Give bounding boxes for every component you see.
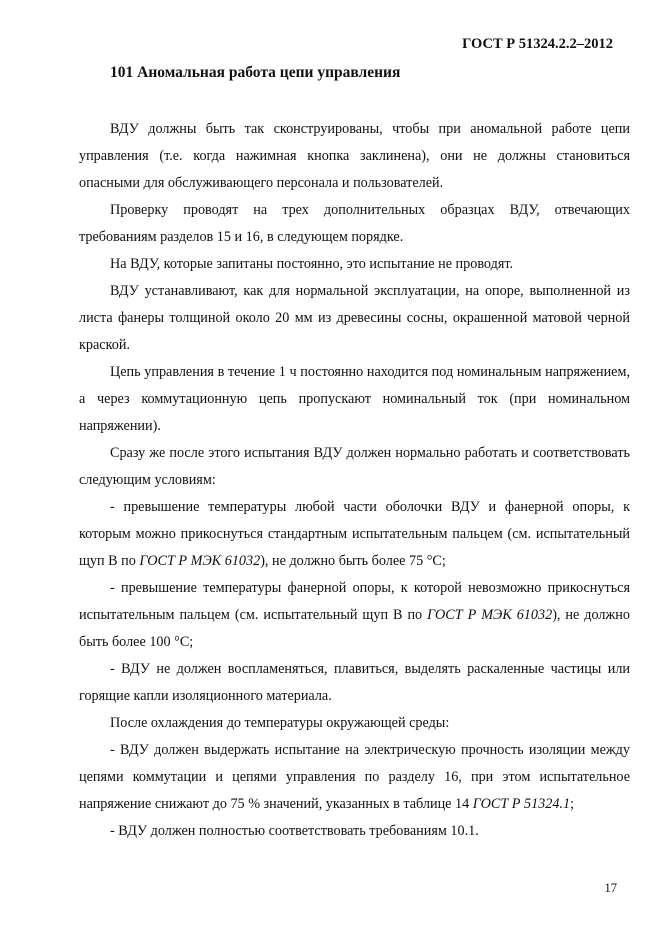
paragraph-7-text-after: ), не должно быть более 75 °С; [260, 553, 446, 569]
paragraph-9: - ВДУ не должен воспламеняться, плавиться, выделять раскаленные частицы или горящие капли изоляционного материала. [79, 661, 630, 704]
paragraph-2: Проверку проводят на трех дополнительных образцах ВДУ, отвечающих требованиям разделов 15 и 16, в следующем порядке. [79, 202, 630, 245]
paragraph-10: После охлаждения до температуры окружающей среды: [110, 715, 450, 731]
document-header-id: ГОСТ Р 51324.2.2–2012 [462, 36, 613, 52]
section-title: 101 Аномальная работа цепи управления [110, 64, 401, 81]
paragraph-11 [79, 737, 630, 818]
paragraph-8 [79, 575, 630, 656]
paragraph-8-text-after: ), не должно быть более 100 °С; [79, 607, 630, 650]
paragraph-1: ВДУ должны быть так сконструированы, чтобы при аномальной работе цепи управления (т.е. когда нажимная кнопка заклинена), они не должны становиться опасными для обслуживающего персонала и пользователей. [79, 121, 630, 191]
paragraph-3: На ВДУ, которые запитаны постоянно, это испытание не проводят. [110, 256, 514, 272]
paragraph-4: ВДУ устанавливают, как для нормальной эксплуатации, на опоре, выполненной из листа фанеры толщиной около 20 мм из древесины сосны, окрашенной матовой черной краской. [79, 283, 630, 353]
paragraph-12: - ВДУ должен полностью соответствовать требованиям 10.1. [110, 823, 479, 839]
paragraph-7 [79, 494, 630, 575]
standard-reference: ГОСТ Р 51324.1 [472, 796, 571, 812]
paragraph-11-text-after: ; [570, 796, 575, 812]
paragraph-6: Сразу же после этого испытания ВДУ должен нормально работать и соответствовать следующим условиям: [79, 445, 630, 488]
paragraph-8-text-before: - превышение температуры фанерной опоры, к которой невозможно прикоснуться испытательным пальцем (см. испытательный щуп B по [79, 580, 630, 623]
document-body [79, 116, 630, 845]
standard-reference: ГОСТ Р МЭК 61032 [427, 607, 553, 623]
paragraph-5: Цепь управления в течение 1 ч постоянно находится под номинальным напряжением, а через коммутационную цепь пропускают номинальный ток (при номинальном напряжении). [79, 364, 630, 434]
paragraph-7-text-before: - превышение температуры любой части оболочки ВДУ и фанерной опоры, к которым можно прикоснуться стандартным испытательным пальцем (см. испытательный щуп B по [79, 499, 630, 569]
paragraph-11-text-before: - ВДУ должен выдержать испытание на электрическую прочность изоляции между цепями коммутации и цепями управления по разделу 16, при этом испытательное напряжение снижают до 75 % значений, указанных в таблице 14 [79, 742, 630, 812]
page-number: 17 [604, 881, 617, 895]
standard-reference: ГОСТ Р МЭК 61032 [139, 553, 261, 569]
